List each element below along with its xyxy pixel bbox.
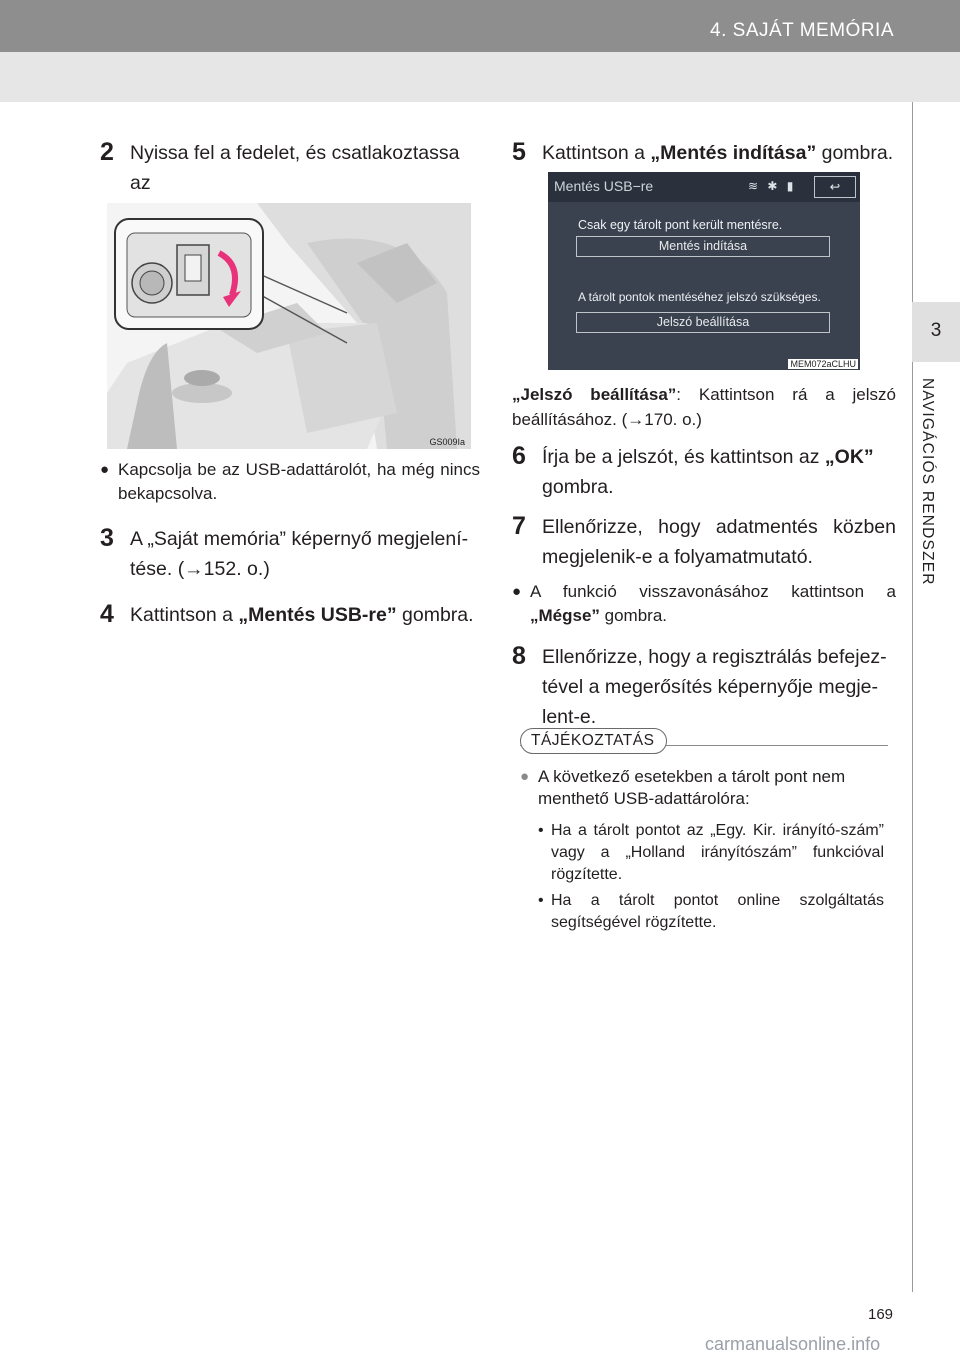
note-sub-item-2: • Ha a tárolt pontot online szolgáltatás segítségével rögzítette. (538, 892, 884, 931)
right-column (512, 138, 896, 168)
step-2: 2 Nyissa fel a fedelet, és csatlakoztassa az (100, 138, 460, 194)
chapter-title: 4. SAJÁT MEMÓRIA (710, 20, 894, 41)
step-6: 6 Írja be a jelszót, és kattintson az „OK” gombra. (512, 442, 874, 498)
screen-title: Mentés USB−re (554, 178, 654, 194)
info-badge: TÁJÉKOZTATÁS (520, 728, 667, 754)
note-item-1: ● A következő esetekben a tárolt pont nem menthető USB-adattárolóra: (520, 767, 846, 808)
screen-message-1: Csak egy tárolt pont került mentésre. (578, 218, 783, 232)
step-3: 3 A „Saját memória” képernyő megjelení- tése. (→152. o.) (100, 524, 469, 580)
status-icons: ≋ ✱ ▮ (748, 179, 797, 193)
watermark[interactable]: carmanualsonline.info (705, 1334, 881, 1354)
set-password-button[interactable]: Jelszó beállítása (576, 312, 830, 333)
note-bullet-icon: ● (520, 768, 530, 785)
usb-console-illustration (107, 203, 471, 449)
screen-code: MEM072aCLHU (790, 359, 856, 369)
side-tab-number: 3 (912, 302, 960, 362)
screen-back-button[interactable]: ↩ (814, 176, 856, 198)
step-8: 8 Ellenőrizze, hogy a regisztrálás befejez- tével a megerősítés képernyője megje- lent-e. (512, 642, 887, 728)
side-tab-label: NAVIGÁCIÓS RENDSZER (919, 378, 936, 586)
save-usb-screen (548, 172, 860, 370)
bullet-usb-on: ● Kapcsolja be az USB-adattárolót, ha még nincs bekapcsolva. (100, 460, 480, 503)
left-column-lower (100, 458, 480, 630)
page-number: 169 (868, 1306, 894, 1323)
note-sub-item-1: • Ha a tárolt pontot az „Egy. Kir. irányító-szám” vagy a „Holland irányítószám” funkcióval rögzítette. (538, 822, 884, 883)
page-header-bar (0, 0, 960, 52)
side-tab-divider (912, 102, 913, 1292)
screen-message-2: A tárolt pontok mentéséhez jelszó szükséges. (578, 290, 821, 304)
start-save-button[interactable]: Mentés indítása (576, 236, 830, 257)
console-drawing (107, 203, 471, 449)
bullet-cancel: ● A funkció visszavonásához kattintson a „Mégse” gombra. (512, 582, 896, 625)
subheader-band (0, 52, 960, 102)
step-5: 5 Kattintson a „Mentés indítása” gombra. (512, 138, 894, 166)
step-7: 7 Ellenőrizze, hogy adatmentés közben megjelenik-e a folyamatmutató. (512, 512, 896, 568)
right-column-lower (512, 382, 896, 732)
figure-code: GS009Ia (429, 437, 465, 447)
password-description: „Jelszó beállítása”: Kattintson rá a jelszó beállításához. (→170. o.) (512, 385, 896, 429)
step-4: 4 Kattintson a „Mentés USB-re” gombra. (100, 600, 474, 628)
